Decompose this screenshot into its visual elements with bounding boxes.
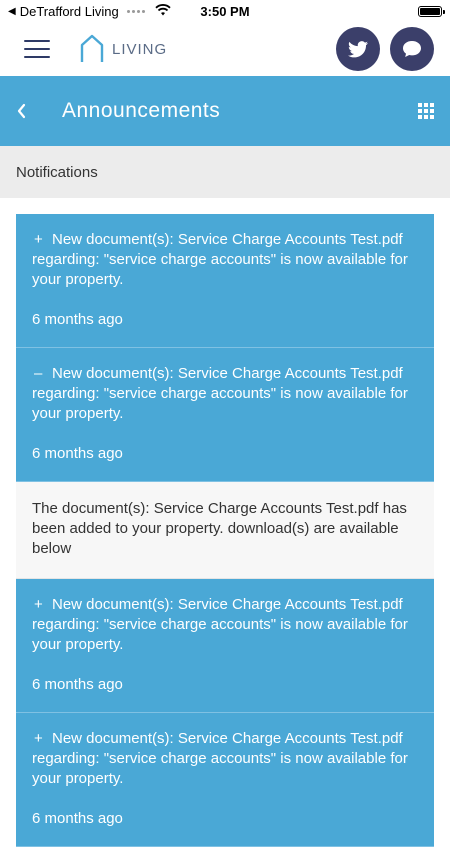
app-bar xyxy=(0,22,450,76)
notification-text: New document(s): Service Charge Accounts Test.pdf regarding: "service charge accounts" is now available for your property. xyxy=(32,596,408,653)
app-actions xyxy=(336,27,434,71)
twitter-icon xyxy=(348,41,368,58)
notification-detail: The document(s): Service Charge Accounts Test.pdf has been added to your property. download(s) are available below xyxy=(16,482,434,579)
notification-text: New document(s): Service Charge Accounts Test.pdf regarding: "service charge accounts" is now available for your property. xyxy=(32,365,408,422)
hamburger-menu-icon[interactable] xyxy=(24,40,50,58)
notification-text: New document(s): Service Charge Accounts Test.pdf regarding: "service charge accounts" is now available for your property. xyxy=(32,231,408,288)
battery-icon xyxy=(418,6,442,17)
expand-icon[interactable]: + xyxy=(34,596,43,613)
notification-item[interactable] xyxy=(16,348,434,482)
notification-head xyxy=(32,595,418,655)
chevron-left-icon xyxy=(16,103,26,119)
notification-head xyxy=(32,729,418,789)
grid-menu-icon[interactable] xyxy=(418,103,434,119)
notification-item[interactable] xyxy=(16,713,434,847)
carrier-label[interactable]: DeTrafford Living xyxy=(19,3,119,19)
notification-text: New document(s): Service Charge Accounts Test.pdf regarding: "service charge accounts" is now available for your property. xyxy=(32,730,408,787)
status-left xyxy=(8,4,171,19)
notification-head xyxy=(32,364,418,424)
expand-icon[interactable]: + xyxy=(34,730,43,747)
signal-icon xyxy=(127,10,145,13)
back-button[interactable] xyxy=(16,103,38,119)
notification-time: 6 months ago xyxy=(32,445,123,462)
expand-icon[interactable]: + xyxy=(34,231,43,248)
notification-item[interactable] xyxy=(16,579,434,713)
notifications-list xyxy=(0,198,450,847)
logo-text: LIVING xyxy=(112,40,168,58)
notifications-header: Notifications xyxy=(0,146,450,198)
status-time: 3:50 PM xyxy=(200,4,250,19)
notification-item[interactable] xyxy=(16,214,434,348)
wifi-icon xyxy=(155,4,171,19)
house-logo-icon xyxy=(80,34,104,64)
notification-time: 6 months ago xyxy=(32,311,123,328)
twitter-button[interactable] xyxy=(336,27,380,71)
back-to-app-icon[interactable]: ◀ xyxy=(8,5,16,17)
chat-bubble-icon xyxy=(402,40,422,58)
collapse-icon[interactable]: – xyxy=(34,365,43,382)
notification-time: 6 months ago xyxy=(32,676,123,693)
app-logo xyxy=(80,34,167,64)
notification-head xyxy=(32,230,418,290)
notifications-panel xyxy=(16,214,434,847)
title-bar xyxy=(0,76,450,146)
chat-button[interactable] xyxy=(390,27,434,71)
status-bar xyxy=(0,0,450,22)
page-title: Announcements xyxy=(62,99,221,122)
notification-time: 6 months ago xyxy=(32,810,123,827)
